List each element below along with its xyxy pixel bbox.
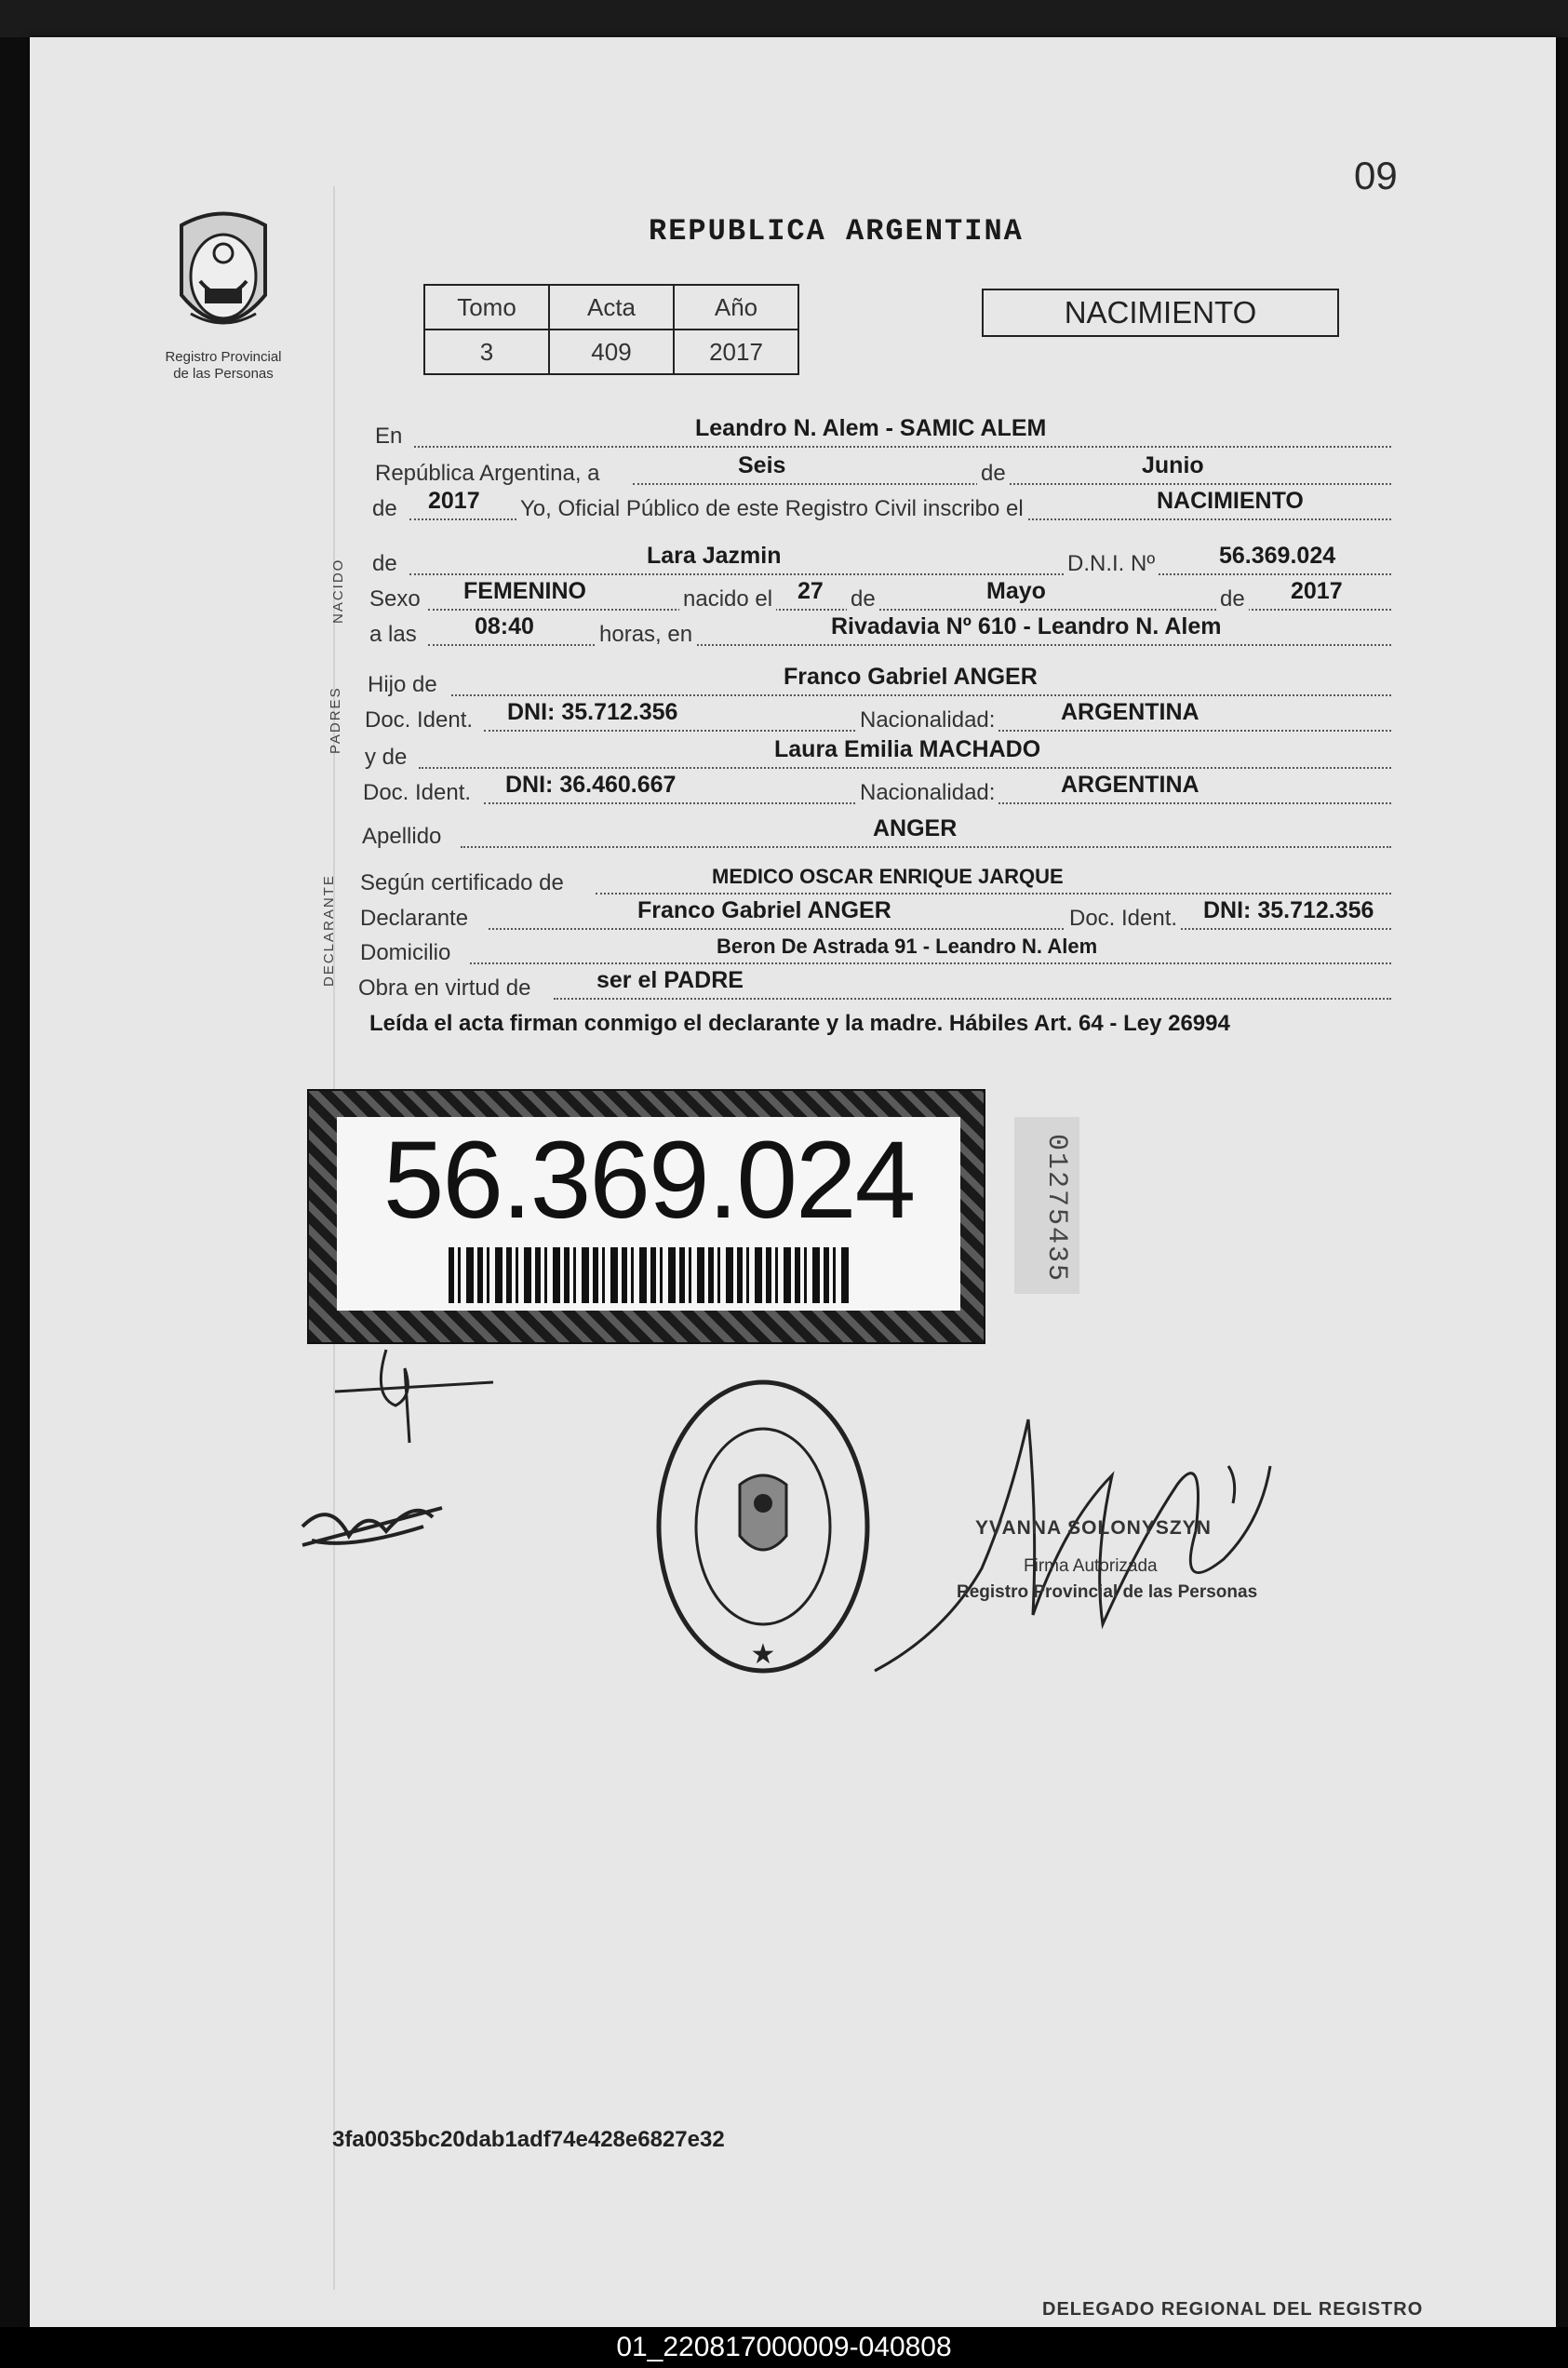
section-label-padres: PADRES xyxy=(328,686,343,754)
row-padre: Hijo de Franco Gabriel ANGER xyxy=(368,663,1391,702)
official-organization: Registro Provincial de las Personas xyxy=(957,1582,1258,1602)
row-apellido: Apellido ANGER xyxy=(368,814,1391,854)
madre-nac-value: ARGENTINA xyxy=(1061,772,1199,798)
nac-mes-value: Mayo xyxy=(986,578,1046,604)
nombre-value: Lara Jazmin xyxy=(647,543,782,569)
row-declarante: Declarante Franco Gabriel ANGER Doc. Ident. DNI: 35.712.356 xyxy=(368,896,1391,935)
anio-header: Año xyxy=(674,285,798,330)
row-fecha: República Argentina, a Seis de Junio xyxy=(368,451,1391,491)
document-hash: 3fa0035bc20dab1adf74e428e6827e32 xyxy=(332,2127,725,2152)
nac-anio-value: 2017 xyxy=(1291,578,1343,604)
row-obra: Obra en virtud de ser el PADRE xyxy=(368,966,1391,1005)
tomo-value: 3 xyxy=(424,330,549,374)
obra-value: ser el PADRE xyxy=(596,967,744,993)
row-sexo: Sexo FEMENINO nacido el 27 de Mayo de 2017 xyxy=(368,577,1391,616)
acta-value: 409 xyxy=(549,330,674,374)
tomo-header: Tomo xyxy=(424,285,549,330)
row-lugar: En Leandro N. Alem - SAMIC ALEM xyxy=(368,414,1391,453)
certificate-type-box: NACIMIENTO xyxy=(982,289,1339,337)
madre-value: Laura Emilia MACHADO xyxy=(774,736,1041,762)
official-name: YVANNA SOLONYSZYN xyxy=(975,1517,1212,1539)
section-label-nacido: NACIDO xyxy=(330,558,346,624)
padre-nac-value: ARGENTINA xyxy=(1061,699,1199,725)
declarante-value: Franco Gabriel ANGER xyxy=(637,897,891,923)
anio-value: 2017 xyxy=(428,488,480,514)
sticker-dni-number: 56.369.024 xyxy=(382,1119,915,1242)
row-padre-doc: Doc. Ident. DNI: 35.712.356 Nacionalidad: ARGENTINA xyxy=(368,698,1391,737)
document-title: REPUBLICA ARGENTINA xyxy=(649,214,1024,249)
provincial-coat-of-arms-icon xyxy=(163,207,284,346)
sexo-value: FEMENINO xyxy=(463,578,586,604)
dni-value: 56.369.024 xyxy=(1219,543,1336,569)
row-hora: a las 08:40 horas, en Rivadavia Nº 610 - Leandro N. Alem xyxy=(368,612,1391,652)
official-role: Firma Autorizada xyxy=(1024,1556,1158,1576)
anio-value: 2017 xyxy=(674,330,798,374)
serial-number: 01275435 xyxy=(1040,1134,1072,1284)
row-certificado: Según certificado de MEDICO OSCAR ENRIQUE JARQUE xyxy=(368,861,1391,900)
dia-value: Seis xyxy=(738,452,786,478)
row-madre: y de Laura Emilia MACHADO xyxy=(368,735,1391,774)
section-label-declarante: DECLARANTE xyxy=(321,874,337,987)
madre-dni-value: DNI: 36.460.667 xyxy=(505,772,677,798)
closing-statement: Leída el acta firman conmigo el declarante y la madre. Hábiles Art. 64 - Ley 26994 xyxy=(369,1011,1230,1036)
page-number: 09 xyxy=(1354,154,1398,197)
lugar-value: Leandro N. Alem - SAMIC ALEM xyxy=(695,415,1047,441)
barcode-icon xyxy=(449,1247,849,1303)
mes-value: Junio xyxy=(1142,452,1204,478)
top-background-strip xyxy=(0,0,1568,37)
row-madre-doc: Doc. Ident. DNI: 36.460.667 Nacionalidad: ARGENTINA xyxy=(368,771,1391,810)
serial-label xyxy=(1014,1117,1079,1294)
footer-file-id: 01_220817000009-040808 xyxy=(616,2332,952,2362)
registry-table xyxy=(423,284,799,375)
padre-value: Franco Gabriel ANGER xyxy=(784,664,1038,690)
lugar-nac-value: Rivadavia Nº 610 - Leandro N. Alem xyxy=(831,613,1222,639)
padre-dni-value: DNI: 35.712.356 xyxy=(507,699,678,725)
signature-mother-icon xyxy=(326,1340,503,1452)
declarante-dni-value: DNI: 35.712.356 xyxy=(1203,897,1374,923)
signature-official-icon xyxy=(870,1410,1298,1689)
row-anio-tipo: de 2017 Yo, Oficial Público de este Registro Civil inscribo el NACIMIENTO xyxy=(368,487,1391,526)
certificado-value: MEDICO OSCAR ENRIQUE JARQUE xyxy=(712,865,1064,888)
svg-text:★: ★ xyxy=(750,1639,776,1670)
official-seal-icon xyxy=(651,1373,875,1680)
tipo-value: NACIMIENTO xyxy=(1157,488,1304,514)
row-nombre: de Lara Jazmin D.N.I. Nº 56.369.024 xyxy=(368,542,1391,581)
underlying-page-text: DELEGADO REGIONAL DEL REGISTRO xyxy=(1042,2299,1424,2320)
domicilio-value: Beron De Astrada 91 - Leandro N. Alem xyxy=(717,935,1098,958)
hora-value: 08:40 xyxy=(475,613,534,639)
row-domicilio: Domicilio Beron De Astrada 91 - Leandro N. Alem xyxy=(368,931,1391,970)
logo-caption: Registro Provincial de las Personas xyxy=(165,349,282,382)
signature-declarant-icon xyxy=(293,1489,451,1554)
acta-header: Acta xyxy=(549,285,674,330)
apellido-value: ANGER xyxy=(873,815,958,841)
dni-sticker xyxy=(307,1089,985,1344)
nac-dia-value: 27 xyxy=(797,578,824,604)
